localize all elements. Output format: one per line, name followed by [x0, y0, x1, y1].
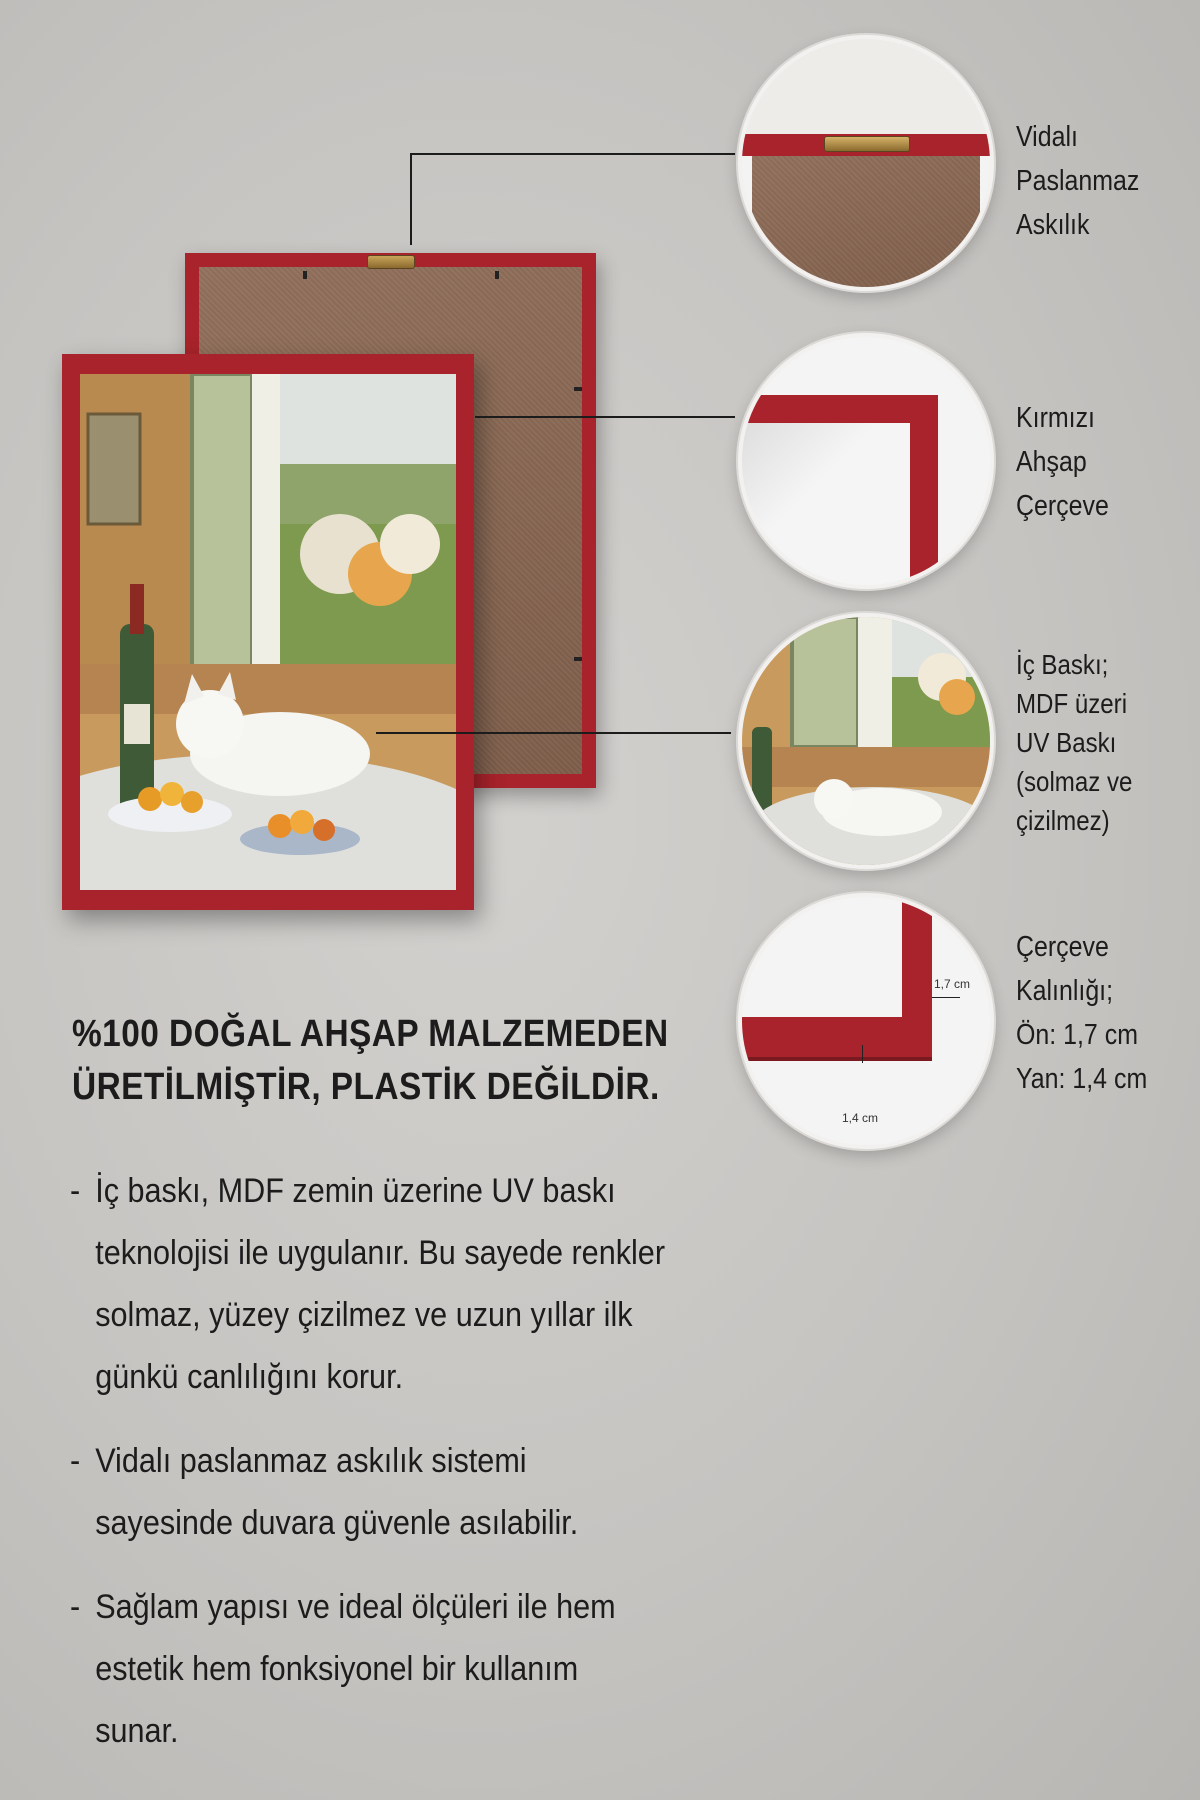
connector-line-frame	[475, 416, 735, 418]
callout-frame	[1016, 396, 1109, 528]
back-clip	[303, 271, 307, 279]
callout-hanger	[1016, 115, 1139, 247]
frame-corner-circle	[738, 333, 994, 589]
callout-line: Yan: 1,4 cm	[1016, 1063, 1148, 1095]
list-item	[70, 1430, 754, 1554]
frame-corner-shadow	[742, 423, 910, 589]
callout-line: Kalınlığı;	[1016, 975, 1114, 1007]
bullet-text: Sağlam yapısı ve ideal ölçüleri ile hem estetik hem fonksiyonel bir kullanım sunar.	[95, 1588, 616, 1750]
callout-line: Çerçeve	[1016, 490, 1109, 522]
callout-line: çizilmez)	[1016, 805, 1110, 836]
connector-line-hanger-h	[410, 153, 735, 155]
artwork-image	[80, 374, 456, 890]
dimension-side-label: 1,4 cm	[842, 1111, 879, 1125]
connector-line-print	[376, 732, 731, 734]
callout-line: MDF üzeri	[1016, 688, 1128, 719]
bullet-text: İç baskı, MDF zemin üzerine UV baskı teknolojisi ile uygulanır. Bu sayede renkler solmaz, yüzey çizilmez ve uzun yıllar ilk günkü canlılığını korur.	[95, 1172, 666, 1396]
frame-bottom-shade	[742, 1057, 932, 1061]
callout-line: Ön: 1,7 cm	[1016, 1019, 1138, 1051]
list-item	[70, 1160, 754, 1408]
callout-line: İç Baskı;	[1016, 649, 1109, 680]
thickness-detail-circle	[738, 893, 994, 1149]
print-detail-circle	[738, 613, 994, 869]
headline	[72, 1008, 669, 1114]
headline-line-1: %100 DOĞAL AHŞAP MALZEMEDEN	[72, 1013, 669, 1055]
callout-line: Vidalı	[1016, 121, 1078, 153]
frame-bottom-horizontal	[742, 1017, 932, 1057]
back-clip	[574, 657, 582, 661]
mdf-back-detail	[752, 156, 980, 291]
callout-line: Askılık	[1016, 209, 1090, 241]
dimension-tick-front	[932, 997, 960, 998]
dimension-front-label: 1,7 cm	[934, 977, 971, 991]
bullet-dash: -	[70, 1442, 81, 1480]
back-clip	[574, 387, 582, 391]
hanger-icon	[367, 255, 415, 269]
bullet-text: Vidalı paslanmaz askılık sistemi sayesinde duvara güvenle asılabilir.	[95, 1442, 579, 1542]
callout-line: Çerçeve	[1016, 931, 1109, 963]
callout-print	[1016, 645, 1132, 840]
frame-corner-top	[742, 395, 938, 423]
frame-corner-right	[910, 395, 938, 589]
hanger-detail-circle	[738, 35, 994, 291]
callout-line: Kırmızı	[1016, 402, 1095, 434]
back-clip	[495, 271, 499, 279]
list-item	[70, 1576, 754, 1762]
feature-list	[70, 1160, 830, 1784]
bullet-dash: -	[70, 1588, 81, 1626]
hanger-icon	[824, 136, 910, 152]
callout-thickness	[1016, 925, 1147, 1101]
connector-line-hanger-v	[410, 153, 412, 245]
headline-line-2: ÜRETİLMİŞTİR, PLASTİK DEĞİLDİR.	[72, 1066, 660, 1108]
callout-line: (solmaz ve	[1016, 766, 1133, 797]
bullet-dash: -	[70, 1172, 81, 1210]
callout-line: UV Baskı	[1016, 727, 1117, 758]
print-detail-image	[742, 617, 990, 865]
dimension-tick-side	[862, 1045, 863, 1063]
callout-line: Ahşap	[1016, 446, 1087, 478]
front-frame	[62, 354, 474, 910]
wall-area	[742, 39, 990, 134]
callout-line: Paslanmaz	[1016, 165, 1140, 197]
